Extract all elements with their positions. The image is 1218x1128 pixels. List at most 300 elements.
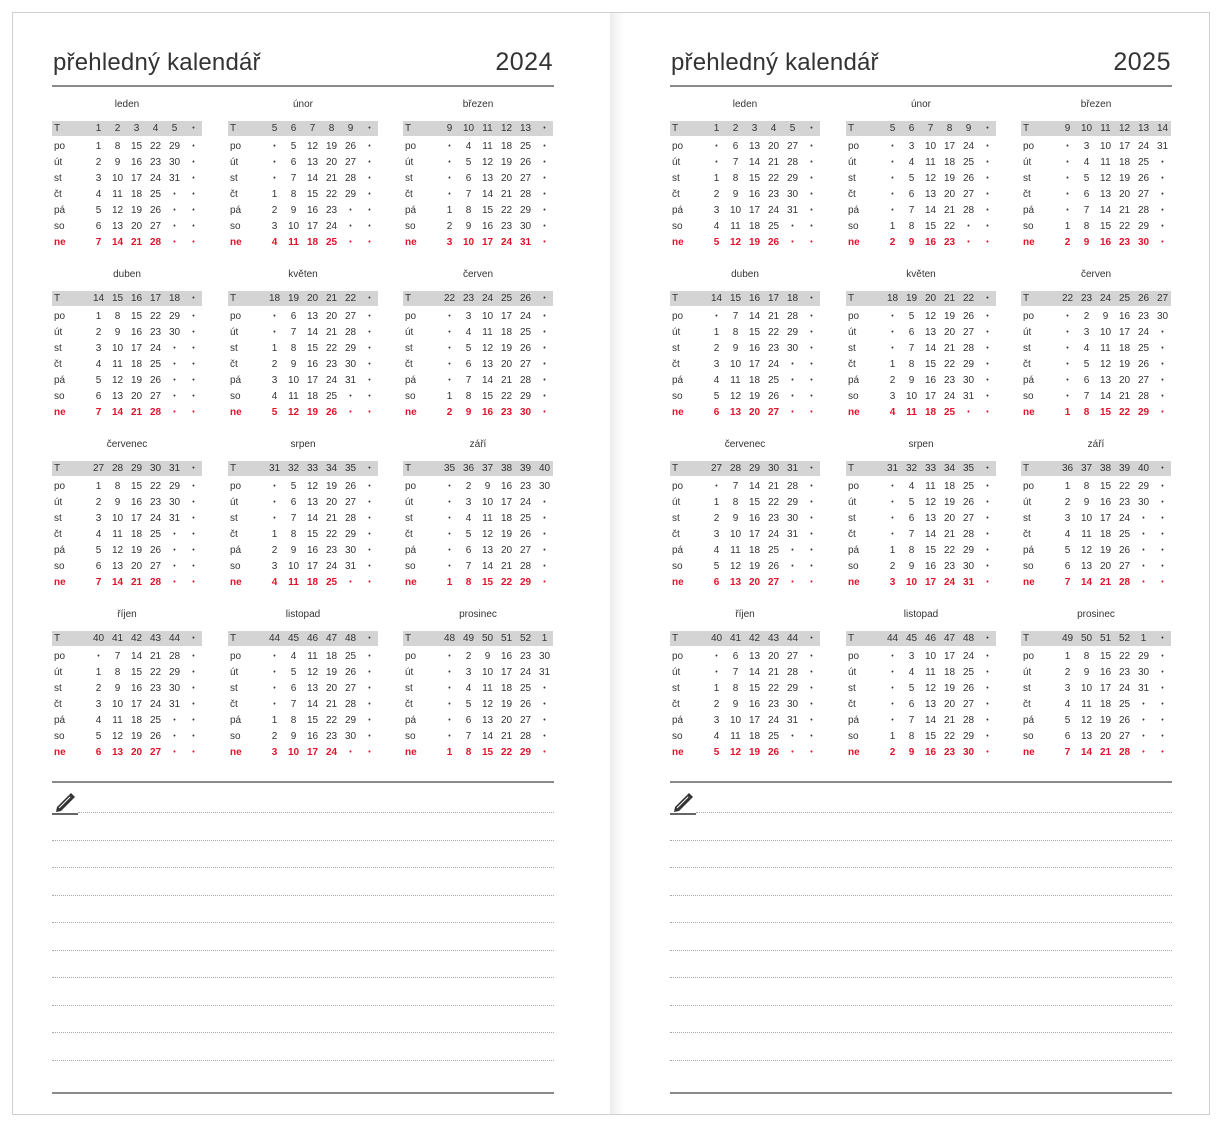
day-label: st bbox=[230, 683, 238, 694]
day-cell: • bbox=[791, 223, 794, 230]
day-row-út bbox=[1021, 495, 1171, 511]
day-label: po bbox=[672, 651, 684, 662]
day-cell: • bbox=[986, 361, 989, 368]
day-cell: 24 bbox=[149, 343, 162, 354]
day-label: čt bbox=[672, 359, 680, 370]
day-label: ne bbox=[230, 577, 242, 588]
day-cell: 14 bbox=[748, 667, 761, 678]
day-row-út bbox=[846, 325, 996, 341]
day-cell: • bbox=[448, 175, 451, 182]
week-number: 34 bbox=[325, 463, 338, 474]
day-cell: 9 bbox=[732, 513, 739, 524]
day-cell: 20 bbox=[500, 545, 513, 556]
day-cell: 30 bbox=[168, 683, 181, 694]
notes-bottom-rule bbox=[670, 1092, 1172, 1094]
day-cell: • bbox=[715, 483, 718, 490]
day-cell: 7 bbox=[290, 173, 297, 184]
day-cell: • bbox=[173, 409, 176, 416]
day-cell: 18 bbox=[943, 157, 956, 168]
day-cell: • bbox=[448, 733, 451, 740]
week-number: 10 bbox=[462, 123, 475, 134]
day-cell: 5 bbox=[1083, 359, 1090, 370]
day-cell: • bbox=[810, 345, 813, 352]
day-cell: 12 bbox=[111, 205, 124, 216]
day-cell: 26 bbox=[767, 391, 780, 402]
day-cell: 30 bbox=[962, 561, 975, 572]
day-cell: 17 bbox=[748, 529, 761, 540]
day-cell: • bbox=[349, 393, 352, 400]
day-cell: 1 bbox=[1064, 481, 1071, 492]
day-cell: • bbox=[810, 685, 813, 692]
day-cell: 10 bbox=[287, 375, 300, 386]
day-label: po bbox=[848, 141, 860, 152]
day-cell: 11 bbox=[482, 513, 493, 524]
day-cell: 12 bbox=[924, 173, 937, 184]
week-number: 44 bbox=[168, 633, 181, 644]
day-row-pá bbox=[1021, 543, 1171, 559]
day-cell: • bbox=[273, 499, 276, 506]
day-cell: • bbox=[1066, 191, 1069, 198]
day-row-ne bbox=[52, 745, 202, 761]
day-cell: • bbox=[173, 563, 176, 570]
day-label: út bbox=[230, 497, 239, 508]
day-cell: 30 bbox=[1137, 237, 1150, 248]
day-cell: 28 bbox=[1118, 577, 1131, 588]
day-cell: • bbox=[543, 239, 546, 246]
day-cell: 29 bbox=[519, 577, 532, 588]
day-label: út bbox=[405, 327, 414, 338]
day-cell: • bbox=[368, 547, 371, 554]
day-row-po bbox=[670, 649, 820, 665]
day-cell: 27 bbox=[767, 407, 780, 418]
notes-line bbox=[52, 950, 554, 951]
week-number: 14 bbox=[1156, 123, 1169, 134]
day-cell: 18 bbox=[1118, 157, 1131, 168]
notes-line bbox=[670, 977, 1172, 978]
day-cell: 18 bbox=[748, 375, 761, 386]
day-cell: 18 bbox=[306, 237, 319, 248]
day-cell: 12 bbox=[1080, 715, 1093, 726]
day-cell: 9 bbox=[114, 327, 121, 338]
day-cell: 1 bbox=[889, 545, 896, 556]
day-label: st bbox=[672, 513, 680, 524]
week-label: T bbox=[405, 293, 412, 304]
month-name: červenec bbox=[724, 439, 766, 450]
day-cell: 2 bbox=[713, 189, 720, 200]
day-cell: 31 bbox=[344, 561, 357, 572]
week-number: 36 bbox=[1061, 463, 1074, 474]
day-cell: • bbox=[543, 159, 546, 166]
day-cell: 16 bbox=[1118, 311, 1131, 322]
day-cell: 21 bbox=[325, 327, 338, 338]
day-cell: 8 bbox=[114, 667, 121, 678]
day-cell: 4 bbox=[1083, 157, 1090, 168]
day-cell: 17 bbox=[748, 205, 761, 216]
day-cell: 16 bbox=[924, 747, 937, 758]
day-cell: 11 bbox=[925, 667, 936, 678]
day-cell: 14 bbox=[924, 715, 937, 726]
day-cell: • bbox=[192, 483, 195, 490]
day-cell: 22 bbox=[767, 683, 780, 694]
week-number: 21 bbox=[325, 293, 338, 304]
day-cell: 25 bbox=[943, 407, 956, 418]
day-cell: 20 bbox=[130, 747, 143, 758]
day-cell: 3 bbox=[1064, 683, 1071, 694]
week-number: • bbox=[192, 635, 195, 642]
week-number: 5 bbox=[889, 123, 896, 134]
day-label: pá bbox=[230, 545, 242, 556]
week-number-bar bbox=[403, 121, 553, 136]
week-number-bar bbox=[52, 291, 202, 306]
week-number: • bbox=[810, 465, 813, 472]
day-cell: • bbox=[791, 547, 794, 554]
day-cell: 8 bbox=[465, 205, 472, 216]
week-number: 50 bbox=[481, 633, 494, 644]
day-cell: 23 bbox=[943, 375, 956, 386]
day-cell: 7 bbox=[95, 577, 102, 588]
month-block bbox=[1021, 99, 1171, 249]
day-cell: • bbox=[891, 685, 894, 692]
day-cell: 30 bbox=[962, 747, 975, 758]
day-cell: 9 bbox=[732, 189, 739, 200]
day-cell: 31 bbox=[1137, 683, 1150, 694]
week-number: 50 bbox=[1080, 633, 1093, 644]
day-cell: 9 bbox=[732, 699, 739, 710]
day-label: st bbox=[1023, 173, 1031, 184]
day-label: út bbox=[230, 327, 239, 338]
day-label: st bbox=[848, 683, 856, 694]
day-cell: 24 bbox=[1118, 683, 1131, 694]
day-row-po bbox=[228, 479, 378, 495]
day-row-po bbox=[1021, 479, 1171, 495]
day-label: čt bbox=[230, 529, 238, 540]
day-cell: 16 bbox=[306, 731, 319, 742]
day-cell: • bbox=[368, 313, 371, 320]
day-cell: 6 bbox=[1083, 189, 1090, 200]
month-block bbox=[670, 609, 820, 759]
week-number: 9 bbox=[965, 123, 972, 134]
day-row-po bbox=[52, 479, 202, 495]
day-cell: 5 bbox=[95, 731, 102, 742]
day-row-pá bbox=[846, 543, 996, 559]
day-cell: 6 bbox=[465, 173, 472, 184]
day-cell: • bbox=[173, 191, 176, 198]
day-cell: 26 bbox=[962, 173, 975, 184]
book-gutter bbox=[610, 13, 624, 1114]
day-cell: 15 bbox=[130, 311, 143, 322]
day-cell: • bbox=[173, 547, 176, 554]
day-cell: 3 bbox=[1083, 141, 1090, 152]
day-cell: • bbox=[1142, 515, 1145, 522]
day-cell: • bbox=[1161, 499, 1164, 506]
day-label: so bbox=[54, 561, 65, 572]
week-number: • bbox=[192, 465, 195, 472]
day-cell: 11 bbox=[1100, 343, 1111, 354]
day-row-čt bbox=[670, 357, 820, 373]
day-cell: • bbox=[891, 515, 894, 522]
day-cell: • bbox=[986, 393, 989, 400]
day-cell: 11 bbox=[730, 221, 741, 232]
day-cell: 26 bbox=[1137, 173, 1150, 184]
day-cell: 27 bbox=[786, 651, 799, 662]
day-label: po bbox=[230, 311, 242, 322]
day-cell: 18 bbox=[748, 545, 761, 556]
month-block bbox=[52, 269, 202, 419]
day-cell: 22 bbox=[149, 311, 162, 322]
day-cell: 3 bbox=[95, 699, 102, 710]
day-cell: 21 bbox=[130, 577, 143, 588]
day-cell: • bbox=[986, 329, 989, 336]
day-cell: 14 bbox=[306, 327, 319, 338]
day-cell: 7 bbox=[732, 481, 739, 492]
day-row-ne bbox=[1021, 235, 1171, 251]
day-cell: 4 bbox=[95, 529, 102, 540]
day-cell: 11 bbox=[482, 327, 493, 338]
day-row-po bbox=[846, 649, 996, 665]
day-cell: 2 bbox=[465, 481, 472, 492]
month-name: květen bbox=[906, 269, 936, 280]
day-label: st bbox=[405, 513, 413, 524]
day-cell: 20 bbox=[325, 497, 338, 508]
day-label: út bbox=[230, 157, 239, 168]
day-cell: • bbox=[986, 547, 989, 554]
day-cell: 9 bbox=[484, 651, 491, 662]
day-cell: • bbox=[1066, 175, 1069, 182]
day-label: pá bbox=[672, 375, 684, 386]
week-number: 40 bbox=[92, 633, 105, 644]
day-row-st bbox=[52, 511, 202, 527]
week-number-bar bbox=[403, 461, 553, 476]
week-number-bar bbox=[1021, 121, 1171, 136]
day-row-út bbox=[846, 665, 996, 681]
notes-line bbox=[670, 922, 1172, 923]
day-cell: 29 bbox=[1137, 407, 1150, 418]
day-cell: • bbox=[810, 733, 813, 740]
day-row-čt bbox=[1021, 527, 1171, 543]
day-label: po bbox=[54, 481, 66, 492]
day-label: so bbox=[672, 731, 683, 742]
day-row-út bbox=[403, 495, 553, 511]
day-cell: 10 bbox=[905, 577, 918, 588]
day-cell: • bbox=[192, 669, 195, 676]
week-number: 35 bbox=[962, 463, 975, 474]
day-cell: • bbox=[192, 653, 195, 660]
week-number: • bbox=[810, 295, 813, 302]
day-label: so bbox=[405, 731, 416, 742]
day-cell: 9 bbox=[290, 359, 297, 370]
week-number: 49 bbox=[462, 633, 475, 644]
day-cell: 5 bbox=[271, 407, 278, 418]
week-label: T bbox=[672, 123, 679, 134]
day-cell: 3 bbox=[465, 667, 472, 678]
day-cell: 7 bbox=[95, 407, 102, 418]
notes-line bbox=[670, 867, 1172, 868]
day-cell: • bbox=[192, 579, 195, 586]
month-block bbox=[228, 439, 378, 589]
day-cell: 22 bbox=[767, 173, 780, 184]
day-cell: 13 bbox=[1099, 375, 1112, 386]
day-label: čt bbox=[672, 529, 680, 540]
week-number: 9 bbox=[446, 123, 453, 134]
month-name: červenec bbox=[106, 439, 148, 450]
week-label: T bbox=[672, 463, 679, 474]
week-number: 27 bbox=[1156, 293, 1169, 304]
month-name: říjen bbox=[117, 609, 137, 620]
day-cell: • bbox=[891, 499, 894, 506]
day-cell: • bbox=[543, 531, 546, 538]
day-cell: 1 bbox=[95, 311, 102, 322]
day-cell: • bbox=[810, 239, 813, 246]
day-cell: • bbox=[715, 313, 718, 320]
day-cell: • bbox=[1066, 361, 1069, 368]
day-label: čt bbox=[848, 359, 856, 370]
week-number: 32 bbox=[905, 463, 918, 474]
day-row-čt bbox=[670, 187, 820, 203]
day-cell: 3 bbox=[908, 141, 915, 152]
day-cell: • bbox=[1142, 733, 1145, 740]
week-label: T bbox=[230, 633, 237, 644]
day-cell: 23 bbox=[943, 237, 956, 248]
day-cell: 31 bbox=[538, 667, 551, 678]
day-cell: 12 bbox=[1099, 359, 1112, 370]
day-row-út bbox=[228, 665, 378, 681]
day-cell: 29 bbox=[962, 731, 975, 742]
day-row-út bbox=[52, 495, 202, 511]
notes-line bbox=[52, 1060, 554, 1061]
day-cell: • bbox=[810, 563, 813, 570]
day-cell: • bbox=[1161, 563, 1164, 570]
week-number: 4 bbox=[770, 123, 777, 134]
day-cell: 13 bbox=[306, 311, 319, 322]
day-cell: 24 bbox=[943, 391, 956, 402]
week-label: T bbox=[848, 463, 855, 474]
day-cell: 21 bbox=[1118, 205, 1131, 216]
week-number: • bbox=[986, 295, 989, 302]
day-cell: 9 bbox=[290, 731, 297, 742]
day-cell: 13 bbox=[111, 221, 124, 232]
notes-area[interactable] bbox=[52, 781, 554, 1094]
day-cell: 11 bbox=[730, 731, 741, 742]
day-cell: 3 bbox=[446, 237, 453, 248]
day-row-út bbox=[52, 325, 202, 341]
day-cell: 15 bbox=[481, 205, 494, 216]
day-cell: • bbox=[192, 499, 195, 506]
day-row-po bbox=[228, 139, 378, 155]
day-cell: 7 bbox=[95, 237, 102, 248]
day-cell: 22 bbox=[325, 189, 338, 200]
day-cell: • bbox=[368, 579, 371, 586]
day-cell: 12 bbox=[924, 497, 937, 508]
day-cell: 8 bbox=[732, 683, 739, 694]
day-cell: 26 bbox=[1137, 359, 1150, 370]
day-cell: • bbox=[349, 579, 352, 586]
day-label: st bbox=[54, 173, 62, 184]
day-label: út bbox=[848, 497, 857, 508]
notes-line bbox=[670, 840, 1172, 841]
day-cell: 23 bbox=[325, 731, 338, 742]
day-cell: 21 bbox=[767, 667, 780, 678]
day-cell: • bbox=[810, 749, 813, 756]
day-cell: 12 bbox=[306, 667, 319, 678]
month-block bbox=[403, 269, 553, 419]
day-cell: 17 bbox=[748, 715, 761, 726]
day-row-pá bbox=[228, 543, 378, 559]
week-number: 11 bbox=[1100, 123, 1111, 134]
day-cell: • bbox=[192, 377, 195, 384]
day-cell: 5 bbox=[713, 237, 720, 248]
day-cell: 1 bbox=[95, 481, 102, 492]
day-cell: • bbox=[192, 717, 195, 724]
day-cell: 1 bbox=[713, 683, 720, 694]
day-cell: • bbox=[810, 191, 813, 198]
day-cell: 26 bbox=[519, 343, 532, 354]
day-label: út bbox=[405, 157, 414, 168]
day-cell: 8 bbox=[465, 391, 472, 402]
day-cell: 7 bbox=[465, 375, 472, 386]
day-cell: 10 bbox=[462, 237, 475, 248]
day-label: ne bbox=[1023, 237, 1035, 248]
week-number: 37 bbox=[1080, 463, 1093, 474]
day-label: st bbox=[1023, 513, 1031, 524]
day-cell: 30 bbox=[538, 481, 551, 492]
day-row-út bbox=[670, 155, 820, 171]
month-name: červen bbox=[462, 269, 493, 280]
day-label: út bbox=[1023, 327, 1032, 338]
notes-area[interactable] bbox=[670, 781, 1172, 1094]
day-cell: • bbox=[192, 207, 195, 214]
day-label: st bbox=[672, 343, 680, 354]
day-cell: 7 bbox=[732, 311, 739, 322]
day-row-čt bbox=[846, 187, 996, 203]
day-cell: 23 bbox=[767, 343, 780, 354]
day-cell: • bbox=[349, 749, 352, 756]
day-cell: 26 bbox=[149, 545, 162, 556]
day-cell: 27 bbox=[962, 699, 975, 710]
day-cell: 3 bbox=[95, 343, 102, 354]
day-label: st bbox=[672, 683, 680, 694]
day-cell: 26 bbox=[767, 747, 780, 758]
day-cell: 21 bbox=[767, 311, 780, 322]
day-label: po bbox=[405, 481, 417, 492]
week-number: 35 bbox=[344, 463, 357, 474]
week-number-bar bbox=[846, 631, 996, 646]
week-label: T bbox=[230, 123, 237, 134]
day-row-čt bbox=[1021, 697, 1171, 713]
day-cell: 9 bbox=[1083, 497, 1090, 508]
day-row-út bbox=[52, 155, 202, 171]
week-label: T bbox=[54, 633, 61, 644]
day-row-so bbox=[228, 729, 378, 745]
day-row-pá bbox=[52, 543, 202, 559]
day-cell: 17 bbox=[1118, 327, 1131, 338]
week-number: • bbox=[1161, 465, 1164, 472]
day-cell: 6 bbox=[465, 545, 472, 556]
day-row-čt bbox=[403, 187, 553, 203]
week-number: 9 bbox=[347, 123, 354, 134]
day-cell: 29 bbox=[168, 481, 181, 492]
day-cell: 28 bbox=[962, 529, 975, 540]
day-cell: • bbox=[192, 329, 195, 336]
day-row-so bbox=[228, 559, 378, 575]
day-cell: 7 bbox=[465, 731, 472, 742]
day-cell: 13 bbox=[306, 683, 319, 694]
day-cell: 27 bbox=[344, 497, 357, 508]
day-label: pá bbox=[405, 205, 417, 216]
day-cell: 4 bbox=[465, 513, 472, 524]
day-cell: • bbox=[448, 685, 451, 692]
day-label: so bbox=[1023, 731, 1034, 742]
day-cell: 26 bbox=[149, 731, 162, 742]
